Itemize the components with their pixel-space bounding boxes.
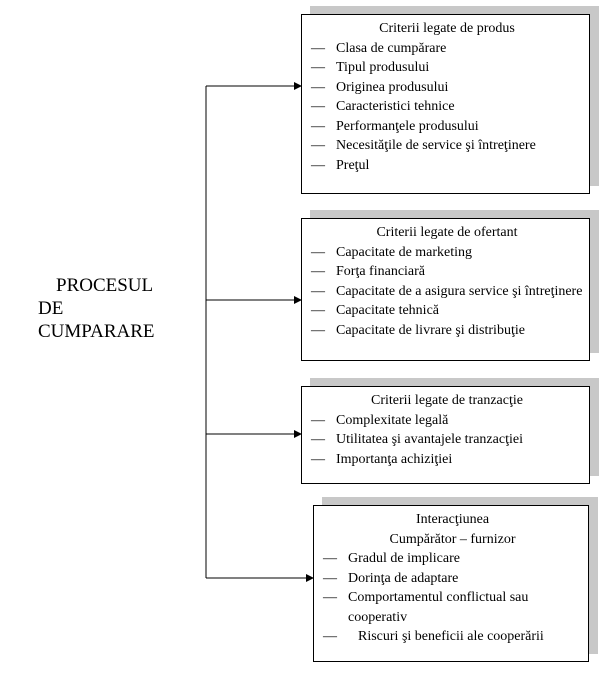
list-item: — Gradul de implicare	[323, 551, 460, 566]
list-item: — Necesităţile de service şi întreţinere	[311, 138, 536, 153]
list-item: — Comportamentul conflictual sau cooperativ	[323, 590, 529, 625]
list-item: — Capacitate de livrare şi distribuţie	[311, 322, 525, 338]
box-product-title: Criterii legate de produs	[379, 21, 515, 36]
list-item: — Riscuri şi beneficii ale cooperării	[323, 629, 544, 644]
process-label-line1: PROCESUL	[56, 275, 154, 296]
list-item: — Dorinţa de adaptare	[323, 570, 459, 586]
list-item: — Caracteristici tehnice	[311, 99, 455, 114]
list-item: — Complexitate legală	[311, 412, 449, 428]
list-item: — Performanţele produsului	[311, 118, 479, 134]
box-supplier-title: Criterii legate de ofertant	[376, 225, 518, 240]
box-transaction-title: Criterii legate de tranzacţie	[371, 393, 523, 408]
process-label-line3: CUMPARARE	[38, 321, 155, 342]
box-interaction-title-line1: Interacţiunea	[415, 512, 490, 527]
list-item: — Originea produsului	[311, 79, 449, 95]
list-item: — Preţul	[311, 157, 370, 173]
list-item: — Forţa financiară	[311, 264, 426, 279]
box-interaction	[313, 505, 589, 662]
list-item: — Clasa de cumpărare	[311, 40, 447, 56]
box-transaction-criteria	[301, 386, 590, 484]
list-item: — Tipul produsului	[311, 60, 430, 75]
list-item: — Capacitate tehnică	[311, 303, 439, 318]
box-supplier-criteria	[301, 218, 590, 361]
process-label-line2: DE	[38, 298, 64, 319]
list-item: — Importanţa achiziţiei	[311, 451, 453, 467]
list-item: — Capacitate de a asigura service şi întreţinere	[311, 283, 583, 299]
box-product-criteria	[301, 14, 590, 194]
list-item: — Capacitate de marketing	[311, 244, 473, 260]
list-item: — Utilitatea şi avantajele tranzacţiei	[311, 432, 523, 447]
box-interaction-title-line2: Cumpărător – furnizor	[389, 531, 516, 547]
